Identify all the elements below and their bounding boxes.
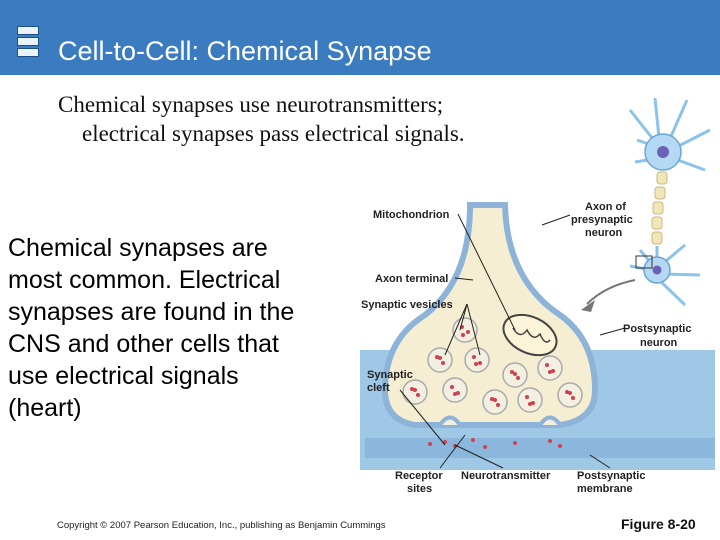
label-receptor-sites-2: sites xyxy=(407,483,433,495)
label-axon-terminal: Axon terminal xyxy=(375,273,449,285)
label-axon-presyn-2: presynaptic xyxy=(571,214,633,226)
postsynaptic-neuron-cell xyxy=(630,245,700,305)
label-receptor-sites-1: Receptor xyxy=(395,470,443,482)
label-synaptic-cleft-1: Synaptic xyxy=(367,369,413,381)
label-synaptic-cleft-2: cleft xyxy=(367,382,390,394)
label-axon-presyn-1: Axon of xyxy=(585,201,626,213)
slide-header xyxy=(0,0,720,75)
copyright-notice: Copyright © 2007 Pearson Education, Inc., publishing as Benjamin Cummings xyxy=(57,520,386,531)
label-postsyn-neuron-1: Postsynaptic xyxy=(623,323,692,335)
label-neurotransmitter: Neurotransmitter xyxy=(461,470,551,482)
subtitle-line-1: Chemical synapses use neurotransmitters; xyxy=(58,92,444,117)
label-synaptic-vesicles: Synaptic vesicles xyxy=(361,299,453,311)
label-postsyn-membrane-2: membrane xyxy=(577,483,633,495)
figure-number: Figure 8-20 xyxy=(621,516,696,532)
chemical-synapse-diagram xyxy=(355,90,720,515)
label-postsyn-neuron-2: neuron xyxy=(640,337,678,349)
body-paragraph: Chemical synapses are most common. Electrical synapses are found in the CNS and other cells that use electrical signals (heart) xyxy=(8,234,295,422)
label-postsyn-membrane-1: Postsynaptic xyxy=(577,470,646,482)
presynaptic-neuron-cell xyxy=(630,98,710,266)
label-mitochondrion: Mitochondrion xyxy=(373,209,450,221)
slide-title: Cell-to-Cell: Chemical Synapse xyxy=(58,36,432,66)
subtitle-line-2: electrical synapses pass electrical signals. xyxy=(82,121,465,146)
slide-bullet-icon xyxy=(13,26,41,66)
label-axon-presyn-3: neuron xyxy=(585,227,623,239)
